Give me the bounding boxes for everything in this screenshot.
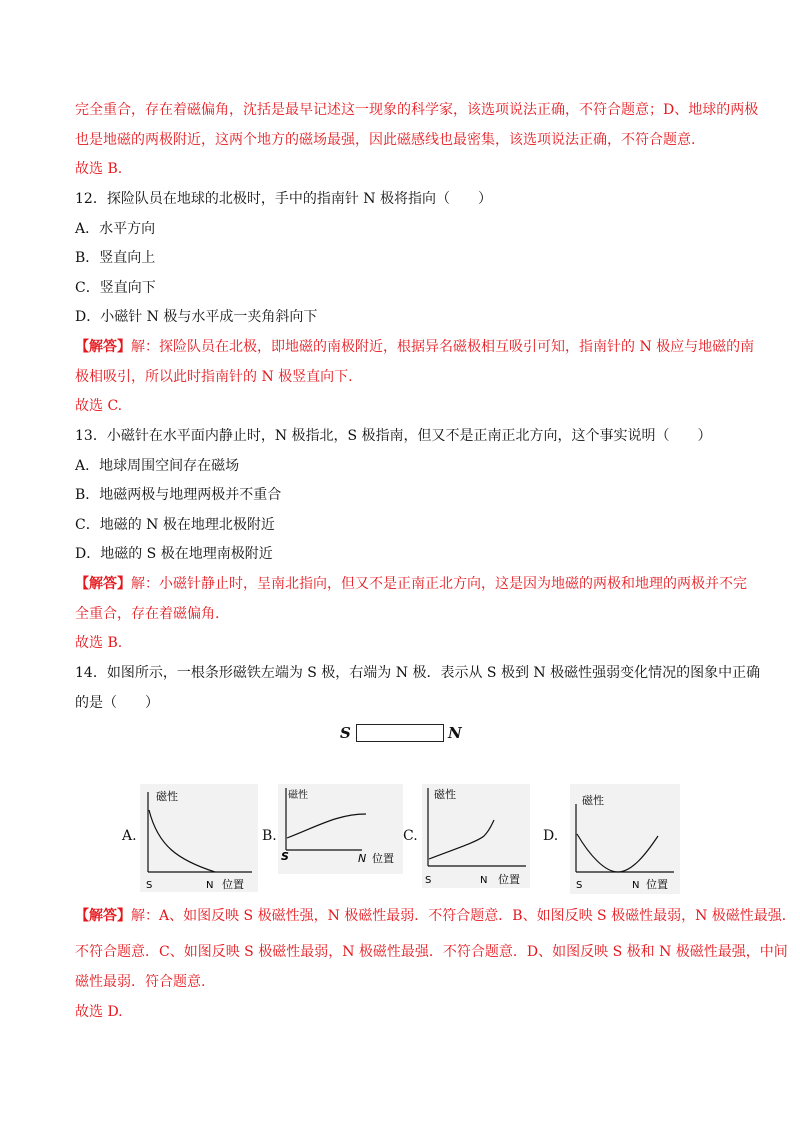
graph-a-n-label: N: [206, 880, 214, 891]
graph-c-ylabel: 磁性: [434, 788, 456, 801]
q12-answer-text: 解：探险队员在北极，即地磁的南极附近，根据异名磁极相互吸引可知，指南针的 N 极应与地磁的南: [131, 339, 755, 355]
q13-answer-line-1: [75, 575, 747, 593]
q14-answer-line-3: 磁性最弱．符合题意.: [75, 974, 206, 990]
prev-answer-conclusion: 故选 B.: [75, 161, 123, 177]
graph-a: [140, 784, 258, 892]
q14-stem-line-2: 的是（ ）: [75, 695, 159, 711]
q12-option-d: D．小磁针 N 极与水平成一夹角斜向下: [75, 309, 318, 325]
q14-stem-line-1: 14．如图所示，一根条形磁铁左端为 S 极，右端为 N 极．表示从 S 极到 N 极磁性强弱变化情况的图象中正确: [75, 665, 761, 681]
q13-answer-tag: 【解答】: [75, 576, 131, 592]
graph-b: [278, 784, 403, 874]
q14-answer-line-2: 不符合题意．C、如图反映 S 极磁性最弱，N 极磁性最强．不符合题意．D、如图反映 S 极和 N 极磁性最强，中间: [75, 944, 788, 960]
q12-option-b: B．竖直向上: [75, 250, 156, 266]
graph-b-curve: [287, 814, 366, 838]
graph-b-xlabel: 位置: [372, 852, 394, 865]
graph-d-ylabel: 磁性: [582, 794, 604, 807]
graph-d-xlabel: 位置: [646, 878, 668, 891]
q13-option-d: D．地磁的 S 极在地理南极附近: [75, 546, 273, 562]
q12-stem: 12．探险队员在地球的北极时，手中的指南针 N 极将指向（ ）: [75, 191, 492, 207]
graph-d-s-label: S: [576, 880, 583, 891]
graph-c-n-label: N: [480, 875, 488, 886]
q14-answer-conclusion: 故选 D.: [75, 1004, 123, 1020]
graph-a-s-label: S: [146, 880, 153, 891]
q12-option-a: A．水平方向: [75, 221, 156, 237]
graph-c-curve: [429, 820, 494, 859]
q13-answer-text: 解：小磁针静止时，呈南北指向，但又不是正南正北方向，这是因为地磁的两极和地理的两极并不完: [131, 576, 747, 592]
graph-d: [570, 784, 680, 894]
q13-answer-line-2: 全重合，存在着磁偏角.: [75, 606, 220, 622]
q13-option-a: A．地球周围空间存在磁场: [75, 458, 240, 474]
q14-answer-line-1: [75, 907, 796, 925]
graph-a-ylabel: 磁性: [156, 790, 178, 803]
graph-b-label: B.: [262, 828, 277, 844]
prev-answer-line-1: 完全重合，存在着磁偏角，沈括是最早记述这一现象的科学家，该选项说法正确，不符合题意；D、地球的两极: [75, 102, 759, 118]
q14-answer-text: 解：A、如图反映 S 极磁性强，N 极磁性最弱．不符合题意．B、如图反映 S 极磁性最弱，N 极磁性最强．: [131, 908, 796, 924]
q13-stem: 13．小磁针在水平面内静止时，N 极指北，S 极指南，但又不是正南正北方向，这个事实说明（ ）: [75, 428, 712, 444]
graph-a-label: A.: [122, 828, 137, 844]
magnet-s-pole-label: S: [340, 724, 351, 742]
graph-b-n-label: N: [358, 852, 367, 865]
graph-c-xlabel: 位置: [498, 873, 520, 886]
magnet-n-pole-label: N: [448, 724, 462, 742]
graph-d-label: D.: [543, 828, 559, 844]
q14-answer-tag: 【解答】: [75, 908, 131, 924]
graph-c: [422, 784, 530, 888]
q13-option-c: C．地磁的 N 极在地理北极附近: [75, 517, 275, 533]
graph-b-s-label: S: [281, 850, 289, 863]
q13-option-b: B．地磁两极与地理两极并不重合: [75, 487, 282, 503]
graph-a-xlabel: 位置: [222, 878, 244, 891]
graph-b-ylabel: 磁性: [288, 790, 308, 801]
q12-option-c: C．竖直向下: [75, 280, 156, 296]
prev-answer-line-2: 也是地磁的两极附近，这两个地方的磁场最强，因此磁感线也最密集，该选项说法正确，不符合题意.: [75, 132, 696, 148]
graph-c-label: C.: [403, 828, 418, 844]
q12-answer-line-2: 极相吸引，所以此时指南针的 N 极竖直向下.: [75, 369, 353, 385]
q12-answer-tag: 【解答】: [75, 339, 131, 355]
graph-d-n-label: N: [632, 880, 640, 891]
q12-answer-conclusion: 故选 C.: [75, 398, 123, 414]
bar-magnet: [356, 724, 444, 742]
q13-answer-conclusion: 故选 B.: [75, 635, 123, 651]
graph-a-curve: [149, 810, 215, 872]
graph-c-s-label: S: [425, 875, 432, 886]
q12-answer-line-1: [75, 338, 754, 356]
graph-d-curve: [577, 834, 658, 872]
